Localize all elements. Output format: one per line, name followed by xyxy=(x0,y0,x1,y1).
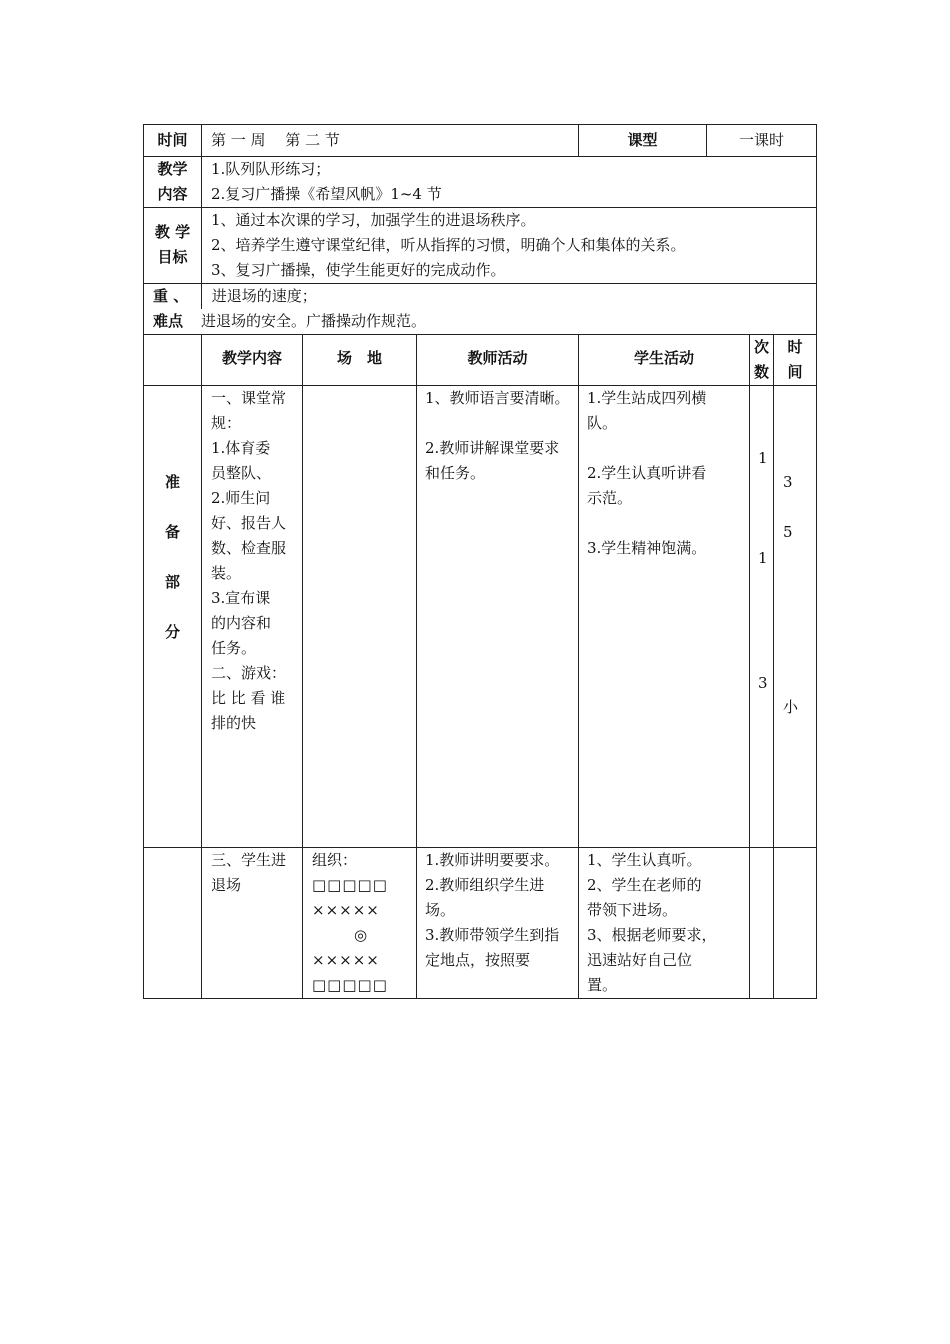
preparation-counts xyxy=(750,386,774,848)
enter-exit-time xyxy=(774,848,817,999)
preparation-student-activity: 1.学生站成四列横 队。 2.学生认真听讲看 示范。 3.学生精神饱满。 xyxy=(579,386,750,848)
count-1: 1 xyxy=(758,449,768,467)
header-student: 学生活动 xyxy=(579,335,750,386)
column-header-row xyxy=(144,335,817,386)
header-teacher: 教师活动 xyxy=(417,335,579,386)
enter-exit-student-activity: 1、学生认真听。 2、学生在老师的 带领下进场。 3、根据老师要求， 迅速站好自己位 置。 xyxy=(579,848,750,999)
time-row xyxy=(144,125,817,157)
type-value: 一课时 xyxy=(707,125,817,157)
header-blank xyxy=(144,335,202,386)
key-points-row xyxy=(144,284,817,335)
preparation-section-label: 准 备 部 分 xyxy=(144,386,202,848)
enter-exit-teacher-activity: 1.教师讲明要要求。 2.教师组织学生进 场。 3.教师带领学生到指 定地点，按照要 xyxy=(417,848,579,999)
enter-exit-section-label xyxy=(144,848,202,999)
teaching-content-label: 教学 内容 xyxy=(144,157,202,208)
time-1: 3 xyxy=(783,473,793,491)
key-point-2: 进退场的安全。广播操动作规范。 xyxy=(201,309,428,334)
teaching-goals-text: 1、通过本次课的学习，加强学生的进退场秩序。 2、培养学生遵守课堂纪律，听从指挥的习惯，明确个人和集体的关系。 3、复习广播操，使学生能更好的完成动作。 xyxy=(202,208,817,284)
teaching-goals-label: 教 学 目标 xyxy=(144,208,202,284)
teaching-goals-row xyxy=(144,208,817,284)
key-points-cell: 重 、 难点 进退场的速度； 进退场的安全。广播操动作规范。 xyxy=(144,284,817,335)
preparation-content: 一、课堂常 规： 1.体育委 员整队、 2.师生问 好、报告人 数、检查服 装。 3.宣布课 的内容和 任务。 二、游戏： 比 比 看 谁 排的快 xyxy=(202,386,303,848)
time-3: 小 xyxy=(783,698,799,716)
count-2: 1 xyxy=(758,549,768,567)
header-count: 次 数 xyxy=(750,335,774,386)
enter-exit-row xyxy=(144,848,817,999)
time-2: 5 xyxy=(783,523,793,541)
header-time: 时 间 xyxy=(774,335,817,386)
key-points-label: 重 、 xyxy=(153,287,189,305)
enter-exit-venue-formation: 组织： □□□□□ ××××× ◎ ××××× □□□□□ xyxy=(303,848,417,999)
type-label: 课型 xyxy=(579,125,707,157)
header-venue: 场 地 xyxy=(303,335,417,386)
preparation-venue xyxy=(303,386,417,848)
teaching-content-row xyxy=(144,157,817,208)
header-content: 教学内容 xyxy=(202,335,303,386)
teaching-content-text: 1.队列队形练习； 2.复习广播操《希望风帆》1~4 节 xyxy=(202,157,817,208)
preparation-teacher-activity: 1、教师语言要清晰。 2.教师讲解课堂要求 和任务。 xyxy=(417,386,579,848)
enter-exit-content: 三、学生进 退场 xyxy=(202,848,303,999)
lesson-plan-table xyxy=(143,124,817,999)
preparation-row xyxy=(144,386,817,848)
enter-exit-count xyxy=(750,848,774,999)
preparation-times xyxy=(774,386,817,848)
teacher-position-icon: ◎ xyxy=(354,926,368,944)
count-3: 3 xyxy=(758,674,768,692)
time-value: 第 一 周 第 二 节 xyxy=(202,125,579,157)
time-label: 时间 xyxy=(144,125,202,157)
key-point-1: 进退场的速度； xyxy=(207,287,317,305)
